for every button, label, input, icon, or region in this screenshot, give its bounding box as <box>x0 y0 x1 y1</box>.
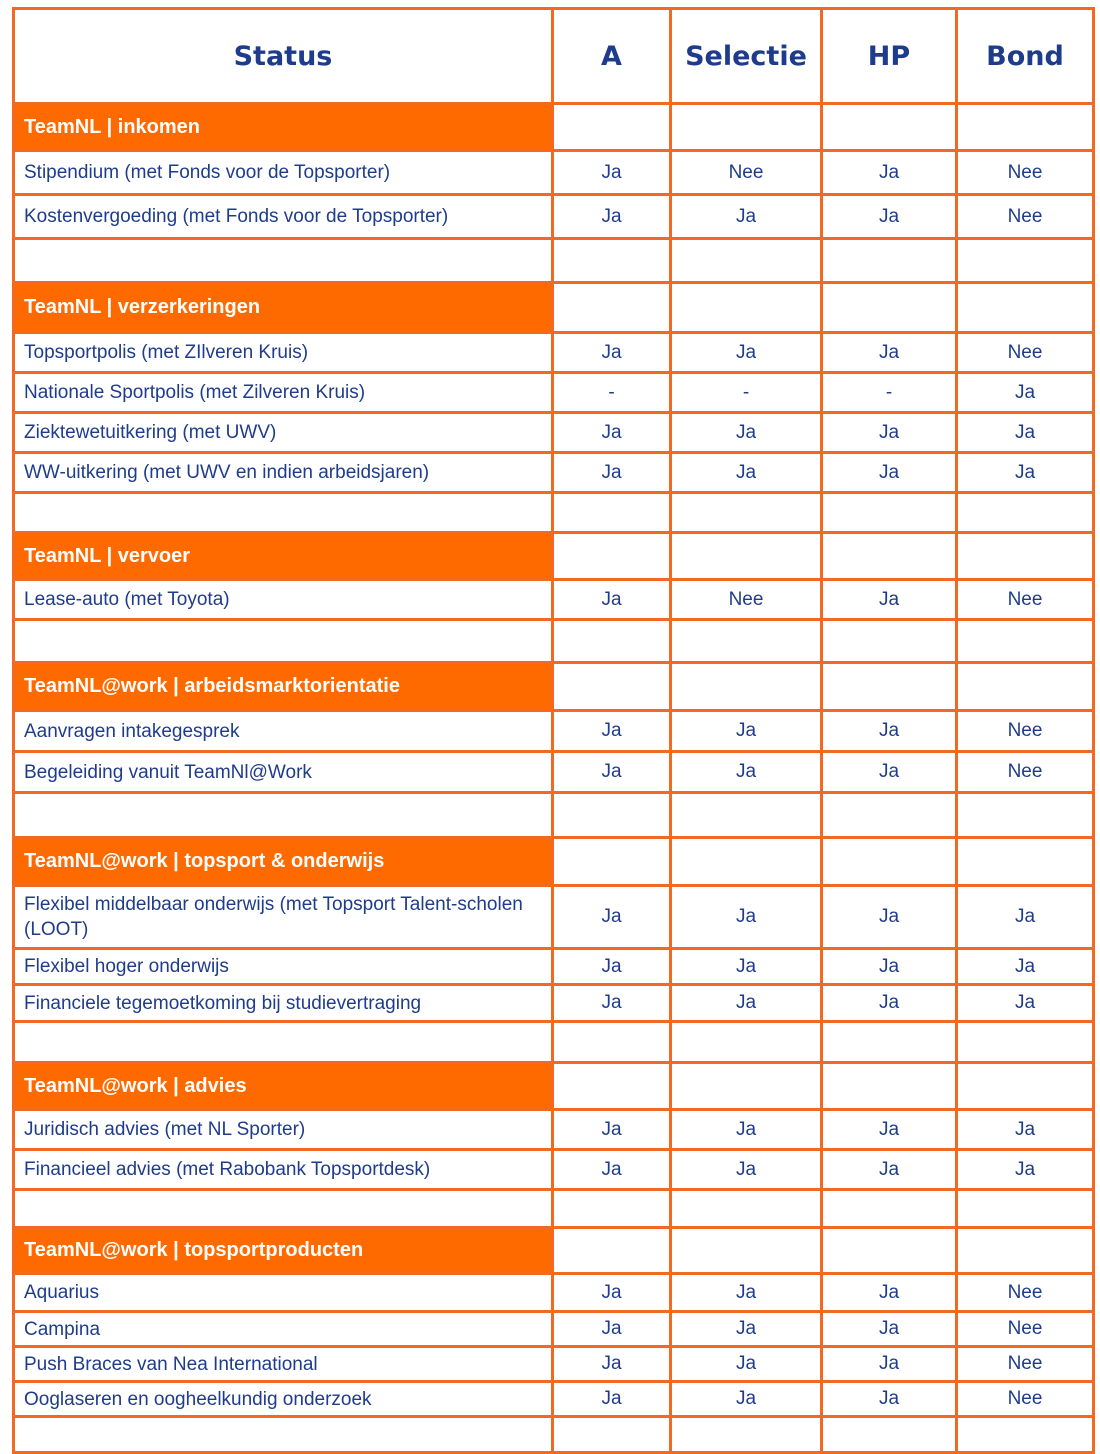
empty-cell <box>553 793 671 838</box>
value-cell-a: Ja <box>553 711 671 752</box>
row-label: Nationale Sportpolis (met Zilveren Kruis) <box>14 373 553 413</box>
empty-cell <box>822 1063 957 1110</box>
empty-cell <box>553 1190 671 1228</box>
value-cell-bond: Nee <box>957 333 1094 373</box>
empty-cell <box>822 663 957 711</box>
empty-cell <box>553 620 671 663</box>
row-label: Flexibel middelbaar onderwijs (met Topsport Talent-scholen (LOOT) <box>14 886 553 949</box>
empty-cell <box>822 838 957 886</box>
row-label: Begeleiding vanuit TeamNl@Work <box>14 752 553 793</box>
empty-cell <box>822 283 957 333</box>
empty-cell <box>957 793 1094 838</box>
section-header-row <box>14 838 1094 886</box>
spacer-row <box>14 620 1094 663</box>
empty-cell <box>14 620 553 663</box>
empty-cell <box>957 1190 1094 1228</box>
empty-cell <box>671 1190 822 1228</box>
value-cell-selectie: Ja <box>671 1312 822 1347</box>
value-cell-a: Ja <box>553 752 671 793</box>
section-header-row <box>14 533 1094 580</box>
spacer-row <box>14 793 1094 838</box>
spacer-row <box>14 1022 1094 1063</box>
row-label: Kostenvergoeding (met Fonds voor de Topsporter) <box>14 195 553 239</box>
header-row <box>14 9 1094 104</box>
value-cell-bond: Nee <box>957 151 1094 195</box>
value-cell-hp: Ja <box>822 1274 957 1312</box>
empty-cell <box>553 104 671 151</box>
value-cell-a: Ja <box>553 1382 671 1417</box>
value-cell-bond: Nee <box>957 1347 1094 1382</box>
table-row <box>14 373 1094 413</box>
row-label: Aanvragen intakegesprek <box>14 711 553 752</box>
value-cell-selectie: Ja <box>671 453 822 493</box>
section-title: TeamNL | vervoer <box>14 533 553 580</box>
value-cell-hp: Ja <box>822 1150 957 1190</box>
empty-cell <box>671 1228 822 1274</box>
value-cell-selectie: Ja <box>671 195 822 239</box>
header-hp: HP <box>822 9 957 104</box>
row-label: Aquarius <box>14 1274 553 1312</box>
value-cell-hp: Ja <box>822 333 957 373</box>
value-cell-hp: Ja <box>822 580 957 620</box>
value-cell-hp: Ja <box>822 453 957 493</box>
empty-cell <box>957 663 1094 711</box>
section-title: TeamNL@work | topsport & onderwijs <box>14 838 553 886</box>
value-cell-hp: Ja <box>822 886 957 949</box>
value-cell-selectie: - <box>671 373 822 413</box>
empty-cell <box>553 1063 671 1110</box>
value-cell-a: Ja <box>553 1110 671 1150</box>
table-row <box>14 333 1094 373</box>
value-cell-a: Ja <box>553 580 671 620</box>
section-title: TeamNL@work | advies <box>14 1063 553 1110</box>
row-label: Lease-auto (met Toyota) <box>14 580 553 620</box>
row-label: Financiele tegemoetkoming bij studievertraging <box>14 985 553 1022</box>
empty-cell <box>14 493 553 533</box>
empty-cell <box>957 838 1094 886</box>
value-cell-selectie: Ja <box>671 752 822 793</box>
header-status: Status <box>14 9 553 104</box>
spacer-row <box>14 493 1094 533</box>
value-cell-a: Ja <box>553 413 671 453</box>
table-body <box>14 104 1094 1453</box>
empty-cell <box>14 1190 553 1228</box>
table-row <box>14 1382 1094 1417</box>
table-row <box>14 195 1094 239</box>
value-cell-hp: Ja <box>822 151 957 195</box>
header-a: A <box>553 9 671 104</box>
benefits-table <box>12 7 1095 1454</box>
section-title: TeamNL@work | topsportproducten <box>14 1228 553 1274</box>
empty-cell <box>671 1022 822 1063</box>
value-cell-hp: Ja <box>822 1110 957 1150</box>
table-row <box>14 453 1094 493</box>
value-cell-selectie: Ja <box>671 1347 822 1382</box>
value-cell-bond: Nee <box>957 1382 1094 1417</box>
empty-cell <box>553 1022 671 1063</box>
value-cell-selectie: Ja <box>671 1382 822 1417</box>
empty-cell <box>822 493 957 533</box>
empty-cell <box>14 239 553 283</box>
value-cell-a: Ja <box>553 1347 671 1382</box>
value-cell-selectie: Ja <box>671 1150 822 1190</box>
value-cell-bond: Ja <box>957 453 1094 493</box>
empty-cell <box>957 1022 1094 1063</box>
value-cell-a: - <box>553 373 671 413</box>
value-cell-selectie: Ja <box>671 711 822 752</box>
value-cell-bond: Nee <box>957 711 1094 752</box>
empty-cell <box>822 239 957 283</box>
value-cell-a: Ja <box>553 886 671 949</box>
section-title: TeamNL | verzerkeringen <box>14 283 553 333</box>
empty-cell <box>957 1417 1094 1453</box>
value-cell-bond: Ja <box>957 985 1094 1022</box>
table-row <box>14 580 1094 620</box>
empty-cell <box>822 793 957 838</box>
empty-cell <box>14 1417 553 1453</box>
empty-cell <box>957 1063 1094 1110</box>
value-cell-a: Ja <box>553 333 671 373</box>
value-cell-hp: - <box>822 373 957 413</box>
value-cell-bond: Ja <box>957 1150 1094 1190</box>
table-row <box>14 985 1094 1022</box>
empty-cell <box>957 620 1094 663</box>
row-label: Financieel advies (met Rabobank Topsportdesk) <box>14 1150 553 1190</box>
empty-cell <box>957 283 1094 333</box>
value-cell-bond: Nee <box>957 580 1094 620</box>
empty-cell <box>671 1063 822 1110</box>
value-cell-bond: Nee <box>957 1274 1094 1312</box>
value-cell-a: Ja <box>553 949 671 985</box>
section-header-row <box>14 283 1094 333</box>
empty-cell <box>553 663 671 711</box>
table-row <box>14 711 1094 752</box>
empty-cell <box>822 1022 957 1063</box>
value-cell-bond: Nee <box>957 195 1094 239</box>
table-row <box>14 752 1094 793</box>
value-cell-a: Ja <box>553 453 671 493</box>
value-cell-selectie: Ja <box>671 949 822 985</box>
empty-cell <box>671 838 822 886</box>
table-row <box>14 949 1094 985</box>
value-cell-selectie: Ja <box>671 413 822 453</box>
section-title: TeamNL@work | arbeidsmarktorientatie <box>14 663 553 711</box>
value-cell-a: Ja <box>553 1150 671 1190</box>
empty-cell <box>671 283 822 333</box>
empty-cell <box>553 1417 671 1453</box>
table-row <box>14 151 1094 195</box>
empty-cell <box>671 493 822 533</box>
header-bond: Bond <box>957 9 1094 104</box>
section-header-row <box>14 104 1094 151</box>
value-cell-selectie: Ja <box>671 333 822 373</box>
table-row <box>14 1274 1094 1312</box>
value-cell-bond: Ja <box>957 886 1094 949</box>
value-cell-hp: Ja <box>822 949 957 985</box>
value-cell-selectie: Ja <box>671 1110 822 1150</box>
spacer-row <box>14 1190 1094 1228</box>
row-label: Stipendium (met Fonds voor de Topsporter) <box>14 151 553 195</box>
empty-cell <box>671 104 822 151</box>
empty-cell <box>822 1417 957 1453</box>
empty-cell <box>14 1022 553 1063</box>
empty-cell <box>671 663 822 711</box>
value-cell-bond: Nee <box>957 1312 1094 1347</box>
value-cell-bond: Ja <box>957 949 1094 985</box>
value-cell-a: Ja <box>553 1312 671 1347</box>
empty-cell <box>822 620 957 663</box>
empty-cell <box>553 283 671 333</box>
row-label: Juridisch advies (met NL Sporter) <box>14 1110 553 1150</box>
empty-cell <box>957 239 1094 283</box>
value-cell-hp: Ja <box>822 711 957 752</box>
empty-cell <box>957 533 1094 580</box>
empty-cell <box>822 104 957 151</box>
empty-cell <box>553 838 671 886</box>
value-cell-hp: Ja <box>822 413 957 453</box>
table-row <box>14 1347 1094 1382</box>
empty-cell <box>671 533 822 580</box>
value-cell-selectie: Ja <box>671 1274 822 1312</box>
row-label: Ooglaseren en oogheelkundig onderzoek <box>14 1382 553 1417</box>
empty-cell <box>957 493 1094 533</box>
value-cell-selectie: Ja <box>671 886 822 949</box>
value-cell-bond: Ja <box>957 1110 1094 1150</box>
value-cell-a: Ja <box>553 1274 671 1312</box>
empty-cell <box>671 620 822 663</box>
empty-cell <box>553 239 671 283</box>
spacer-row <box>14 1417 1094 1453</box>
value-cell-hp: Ja <box>822 1347 957 1382</box>
value-cell-hp: Ja <box>822 1312 957 1347</box>
section-header-row <box>14 1228 1094 1274</box>
value-cell-a: Ja <box>553 985 671 1022</box>
table-row <box>14 413 1094 453</box>
empty-cell <box>553 1228 671 1274</box>
empty-cell <box>553 533 671 580</box>
value-cell-bond: Nee <box>957 752 1094 793</box>
empty-cell <box>553 493 671 533</box>
table-row <box>14 1312 1094 1347</box>
empty-cell <box>957 1228 1094 1274</box>
empty-cell <box>671 793 822 838</box>
value-cell-hp: Ja <box>822 752 957 793</box>
empty-cell <box>822 1190 957 1228</box>
empty-cell <box>671 239 822 283</box>
value-cell-bond: Ja <box>957 373 1094 413</box>
row-label: Topsportpolis (met ZIlveren Kruis) <box>14 333 553 373</box>
value-cell-hp: Ja <box>822 1382 957 1417</box>
table-row <box>14 1110 1094 1150</box>
value-cell-bond: Ja <box>957 413 1094 453</box>
value-cell-selectie: Nee <box>671 580 822 620</box>
header-selectie: Selectie <box>671 9 822 104</box>
row-label: Push Braces van Nea International <box>14 1347 553 1382</box>
value-cell-a: Ja <box>553 195 671 239</box>
value-cell-a: Ja <box>553 151 671 195</box>
empty-cell <box>14 793 553 838</box>
row-label: WW-uitkering (met UWV en indien arbeidsjaren) <box>14 453 553 493</box>
empty-cell <box>957 104 1094 151</box>
section-header-row <box>14 1063 1094 1110</box>
section-title: TeamNL | inkomen <box>14 104 553 151</box>
spacer-row <box>14 239 1094 283</box>
table-row <box>14 1150 1094 1190</box>
value-cell-hp: Ja <box>822 195 957 239</box>
value-cell-selectie: Ja <box>671 985 822 1022</box>
row-label: Flexibel hoger onderwijs <box>14 949 553 985</box>
table-row <box>14 886 1094 949</box>
value-cell-hp: Ja <box>822 985 957 1022</box>
row-label: Ziektewetuitkering (met UWV) <box>14 413 553 453</box>
section-header-row <box>14 663 1094 711</box>
empty-cell <box>822 533 957 580</box>
value-cell-selectie: Nee <box>671 151 822 195</box>
empty-cell <box>671 1417 822 1453</box>
empty-cell <box>822 1228 957 1274</box>
row-label: Campina <box>14 1312 553 1347</box>
